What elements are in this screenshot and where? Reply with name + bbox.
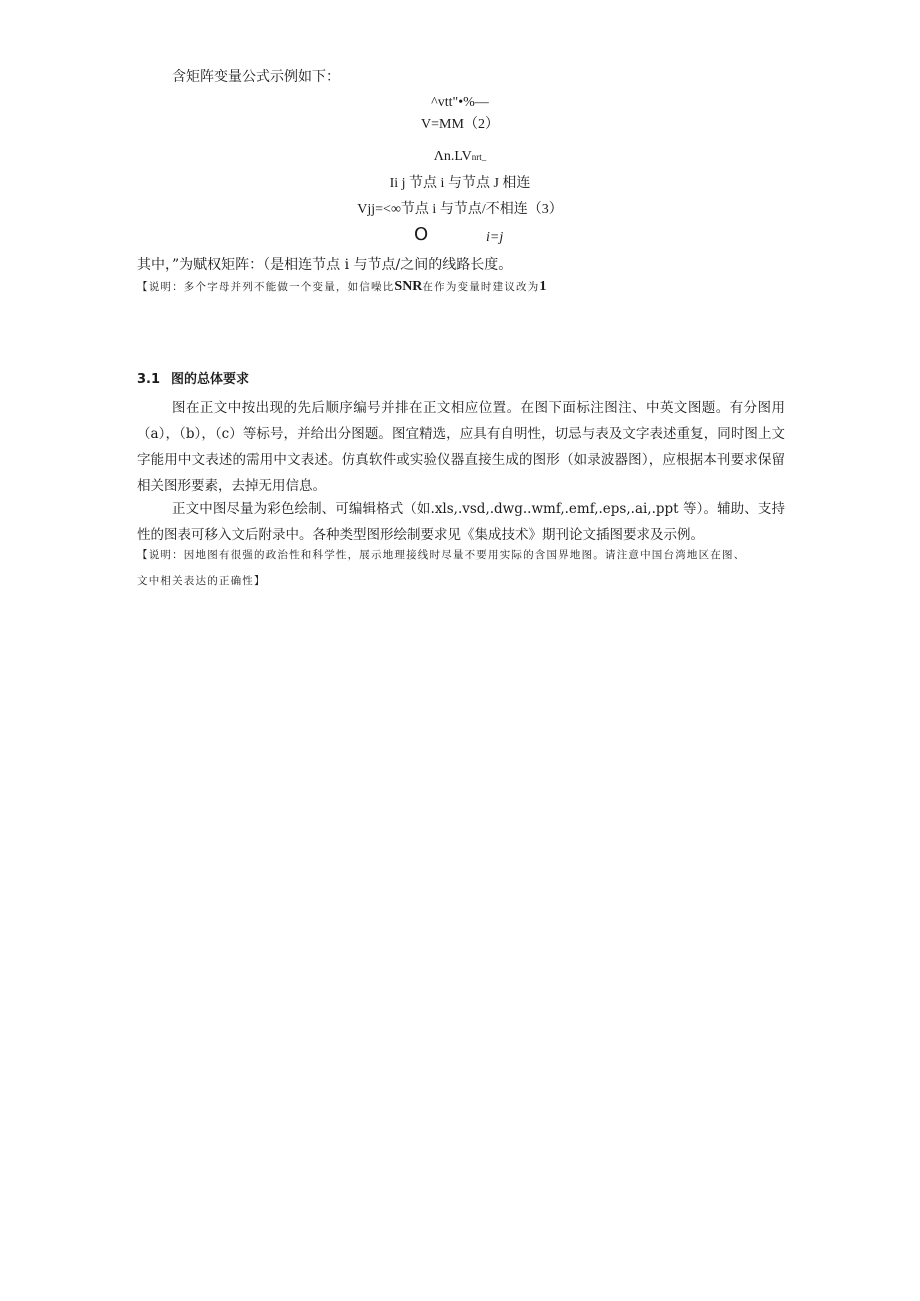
section-number: 3.1 [137,372,161,387]
formula-line-6-right: i=j [486,230,504,245]
formula-line-3 [0,148,920,166]
formula-line-3-sub: nrt_ [471,152,487,162]
intro-text: 含矩阵变量公式示例如下： [172,69,340,85]
explain-text: 其中，”为赋权矩阵：（是相连节点 i 与节点/之间的线路长度。 [137,257,513,273]
paragraph-figure-format: 正文中图尽量为彩色绘制、可编辑格式（如.xls,.vsd,.dwg..wmf,.emf,.eps,.ai,.ppt 等）。辅助、支持性的图表可移入文后附录中。各种类型图形绘制要求见《集成技术》期刊论文插图要求及示例。 [137,501,785,543]
formula-line-1: ^vtt"•%— [431,95,489,110]
section-heading [137,371,249,389]
note-snr-bold: SNR [394,279,423,294]
paragraph-figure-requirements: 图在正文中按出现的先后顺序编号并排在正文相应位置。在图下面标注图注、中英文图题。有分图用（a），（b），（c）等标号，并给出分图题。图宜精选，应具有自明性，切忌与表及文字表述重复，同时图上文字能用中文表述的需用中文表述。仿真软件或实验仪器直接生成的图形（如录波器图），应根据本刊要求保留相关图形要素，去掉无用信息。 [137,400,785,494]
note-map-line-1: 【说明：因地图有很强的政治性和科学性，展示地理接线时尽量不要用实际的含国界地图。请注意中国台湾地区在图、 [137,549,746,561]
note-snr [137,278,546,296]
note-snr-suffix: 在作为变量时建议改为 [422,281,540,293]
note-map-line-2: 文中相关表达的正确性】 [137,575,266,587]
formula-line-6-left [414,226,428,245]
big-o-symbol: O [414,224,429,245]
formula-line-2: V=MM（2） [421,117,499,132]
note-snr-bold2: 1 [539,279,547,294]
section-title: 图的总体要求 [171,372,250,387]
note-snr-prefix: 【说明：多个字母并列不能做一个变量，如信噪比 [137,281,395,293]
formula-line-5: Vjj=<∞节点 i 与节点/不相连（3） [357,202,563,217]
formula-line-3-main: Λn.LV [433,149,472,164]
formula-line-4: Ii j 节点 i 与节点 J 相连 [389,176,531,191]
